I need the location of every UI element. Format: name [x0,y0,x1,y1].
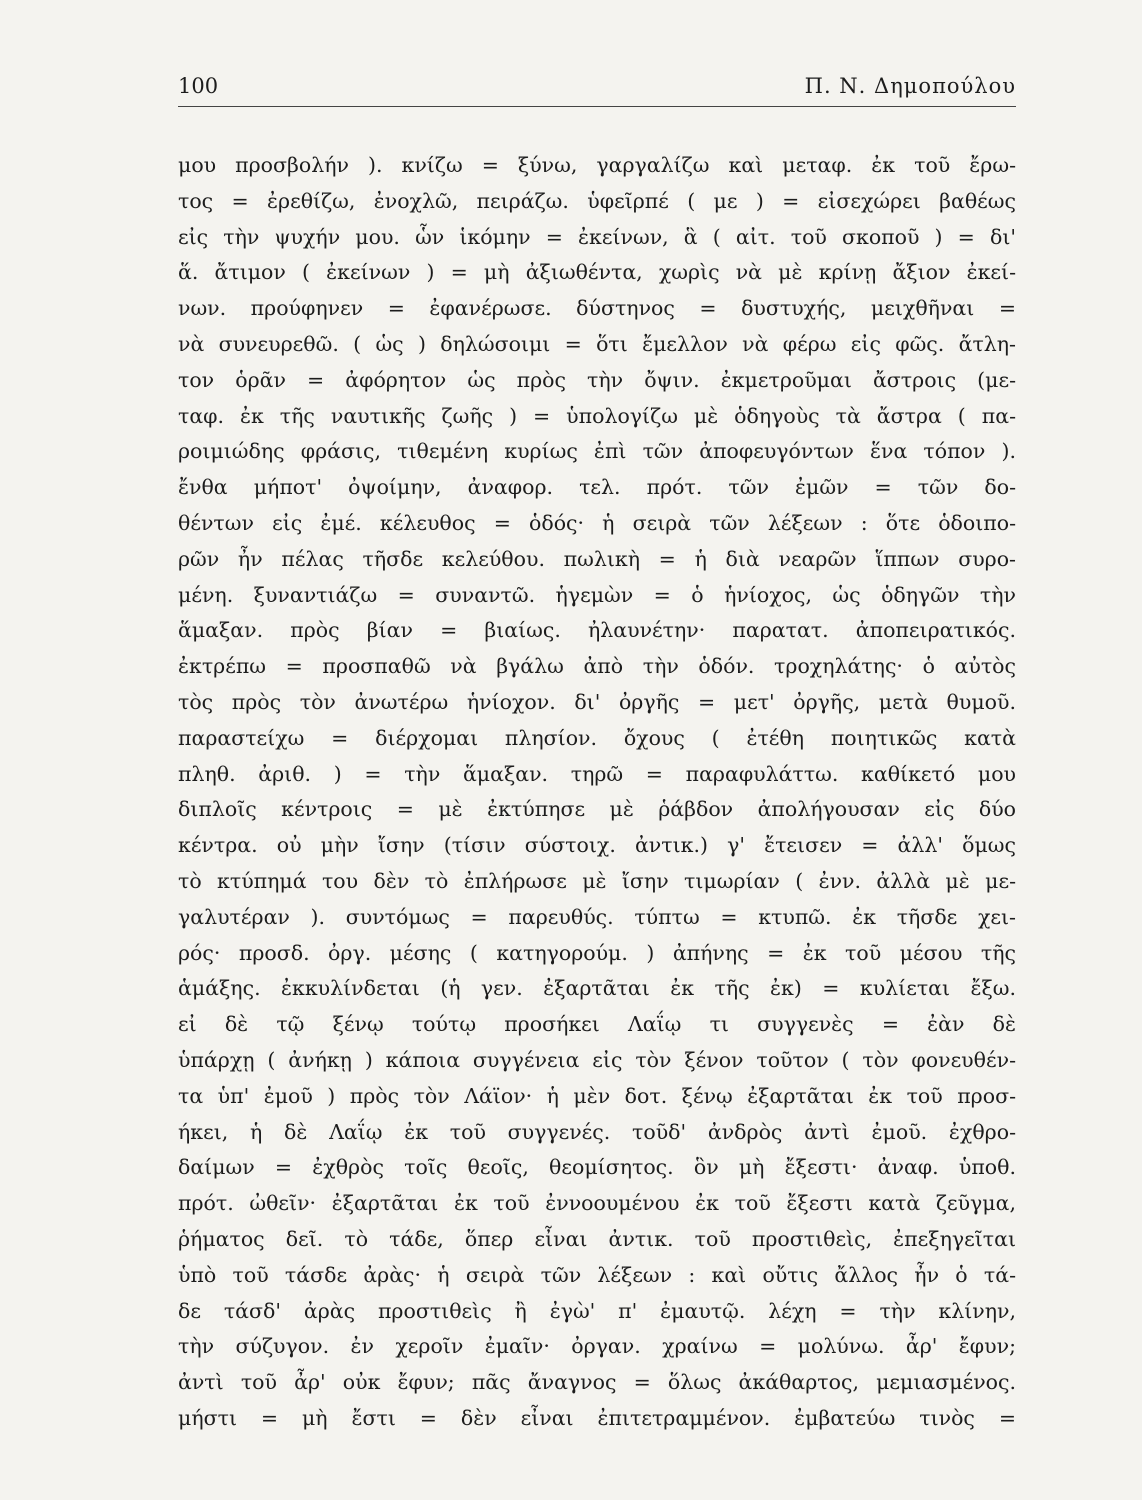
text-line: ήκει, ἡ δὲ Λαΐῳ ἐκ τοῦ συγγενές. τοῦδ' ἀνδρὸς ἀντὶ ἐμοῦ. ἐχθρο- [178,1119,1016,1144]
text-line: εἰ δὲ τῷ ξένῳ τούτῳ προσήκει Λαΐῳ τι συγγενὲς = ἐὰν δὲ [178,1012,1016,1037]
text-line: ρῶν ἦν πέλας τῆσδε κελεύθου. πωλικὴ = ἡ διὰ νεαρῶν ἵππων συρο- [178,546,1016,571]
text-line: τὸ κτύπημά του δὲν τὸ ἐπλήρωσε μὲ ἴσην τιμωρίαν ( ἐνν. ἀλλὰ μὲ με- [178,868,1016,893]
text-line: τα ὑπ' ἐμοῦ ) πρὸς τὸν Λάϊον· ἡ μὲν δοτ. ξένῳ ἐξαρτᾶται ἐκ τοῦ προσ- [178,1083,1016,1108]
text-line: ρός· προσδ. ὀργ. μέσης ( κατηγορούμ. ) ἀπήνης = ἐκ τοῦ μέσου τῆς [178,940,1016,965]
text-line: πρότ. ὠθεῖν· ἐξαρτᾶται ἐκ τοῦ ἐννοουμένου ἐκ τοῦ ἔξεστι κατὰ ζεῦγμα, [178,1191,1016,1216]
text-line: γαλυτέραν ). συντόμως = παρευθύς. τύπτω = κτυπῶ. ἐκ τῆσδε χει- [178,904,1016,929]
text-line: ὑπάρχῃ ( ἀνήκῃ ) κάποια συγγένεια εἰς τὸν ξένον τοῦτον ( τὸν φονευθέν- [178,1047,1016,1072]
page-number: 100 [178,74,219,98]
body-text [178,148,1016,1437]
text-line: μήστι = μὴ ἔστι = δὲν εἶναι ἐπιτετραμμένον. ἐμβατεύω τινὸς = [178,1405,1016,1430]
text-line: κέντρα. οὐ μὴν ἴσην (τίσιν σύστοιχ. ἀντικ.) γ' ἔτεισεν = ἀλλ' ὅμως [178,833,1016,858]
text-line: ἐκτρέπω = προσπαθῶ νὰ βγάλω ἀπὸ τὴν ὁδόν. τροχηλάτης· ὁ αὐτὸς [178,654,1016,679]
text-line: τὴν σύζυγον. ἐν χεροῖν ἐμαῖν· ὀργαν. χραίνω = μολύνω. ἆρ' ἔφυν; [178,1334,1016,1359]
text-line: παραστείχω = διέρχομαι πλησίον. ὄχους ( ἐτέθη ποιητικῶς κατὰ [178,725,1016,750]
text-line: ὑπὸ τοῦ τάσδε ἀρὰς· ἡ σειρὰ τῶν λέξεων : καὶ οὔτις ἄλλος ἦν ὁ τά- [178,1262,1016,1287]
text-line: ἅμαξαν. πρὸς βίαν = βιαίως. ἠλαυνέτην· παρατατ. ἀποπειρατικός. [178,618,1016,643]
text-line: νων. προύφηνεν = ἐφανέρωσε. δύστηνος = δυστυχής, μειχθῆναι = [178,296,1016,321]
running-head: Π. Ν. Δημοπούλου [804,74,1016,98]
text-line: ῥήματος δεῖ. τὸ τάδε, ὅπερ εἶναι ἀντικ. τοῦ προστιθεὶς, ἐπεξηγεῖται [178,1226,1016,1251]
text-line: τον ὁρᾶν = ἀφόρητον ὡς πρὸς τὴν ὄψιν. ἐκμετροῦμαι ἄστροις (με- [178,367,1016,392]
text-line: ἔνθα μήποτ' ὀψοίμην, ἀναφορ. τελ. πρότ. τῶν ἐμῶν = τῶν δο- [178,475,1016,500]
text-line: ἀντὶ τοῦ ἆρ' οὐκ ἔφυν; πᾶς ἄναγνος = ὅλως ἀκάθαρτος, μεμιασμένος. [178,1370,1016,1395]
page-header [178,72,1016,107]
text-line: τὸς πρὸς τὸν ἀνωτέρω ἡνίοχον. δι' ὀργῆς = μετ' ὀργῆς, μετὰ θυμοῦ. [178,689,1016,714]
text-line: πληθ. ἀριθ. ) = τὴν ἅμαξαν. τηρῶ = παραφυλάττω. καθίκετό μου [178,761,1016,786]
text-line: ἁμάξης. ἐκκυλίνδεται (ἡ γεν. ἐξαρτᾶται ἐκ τῆς ἐκ) = κυλίεται ἔξω. [178,976,1016,1001]
text-line: εἰς τὴν ψυχήν μου. ὧν ἱκόμην = ἐκείνων, ἃ ( αἰτ. τοῦ σκοποῦ ) = δι' [178,224,1016,249]
text-line: διπλοῖς κέντροις = μὲ ἐκτύπησε μὲ ῥάβδον ἀπολήγουσαν εἰς δύο [178,797,1016,822]
text-line: δαίμων = ἐχθρὸς τοῖς θεοῖς, θεομίσητος. ὃν μὴ ἔξεστι· ἀναφ. ὑποθ. [178,1155,1016,1180]
text-line: νὰ συνευρεθῶ. ( ὡς ) δηλώσοιμι = ὅτι ἔμελλον νὰ φέρω εἰς φῶς. ἄτλη- [178,331,1016,356]
text-line: ἅ. ἄτιμον ( ἐκείνων ) = μὴ ἀξιωθέντα, χωρὶς νὰ μὲ κρίνῃ ἄξιον ἐκεί- [178,260,1016,285]
text-line: ροιμιώδης φράσις, τιθεμένη κυρίως ἐπὶ τῶν ἀποφευγόντων ἕνα τόπον ). [178,439,1016,464]
text-line: θέντων εἰς ἐμέ. κέλευθος = ὁδός· ἡ σειρὰ τῶν λέξεων : ὅτε ὁδοιπο- [178,510,1016,535]
text-line: μένη. ξυναντιάζω = συναντῶ. ἡγεμὼν = ὁ ἡνίοχος, ὡς ὁδηγῶν τὴν [178,582,1016,607]
text-line: μου προσβολήν ). κνίζω = ξύνω, γαργαλίζω καὶ μεταφ. ἐκ τοῦ ἔρω- [178,153,1016,177]
text-line: τος = ἐρεθίζω, ἐνοχλῶ, πειράζω. ὑφεῖρπέ ( με ) = εἰσεχώρει βαθέως [178,188,1016,213]
text-line: δε τάσδ' ἀρὰς προστιθεὶς ἢ ἐγὼ' π' ἐμαυτῷ. λέχη = τὴν κλίνην, [178,1298,1016,1323]
text-line: ταφ. ἐκ τῆς ναυτικῆς ζωῆς ) = ὑπολογίζω μὲ ὁδηγοὺς τὰ ἄστρα ( πα- [178,403,1016,428]
